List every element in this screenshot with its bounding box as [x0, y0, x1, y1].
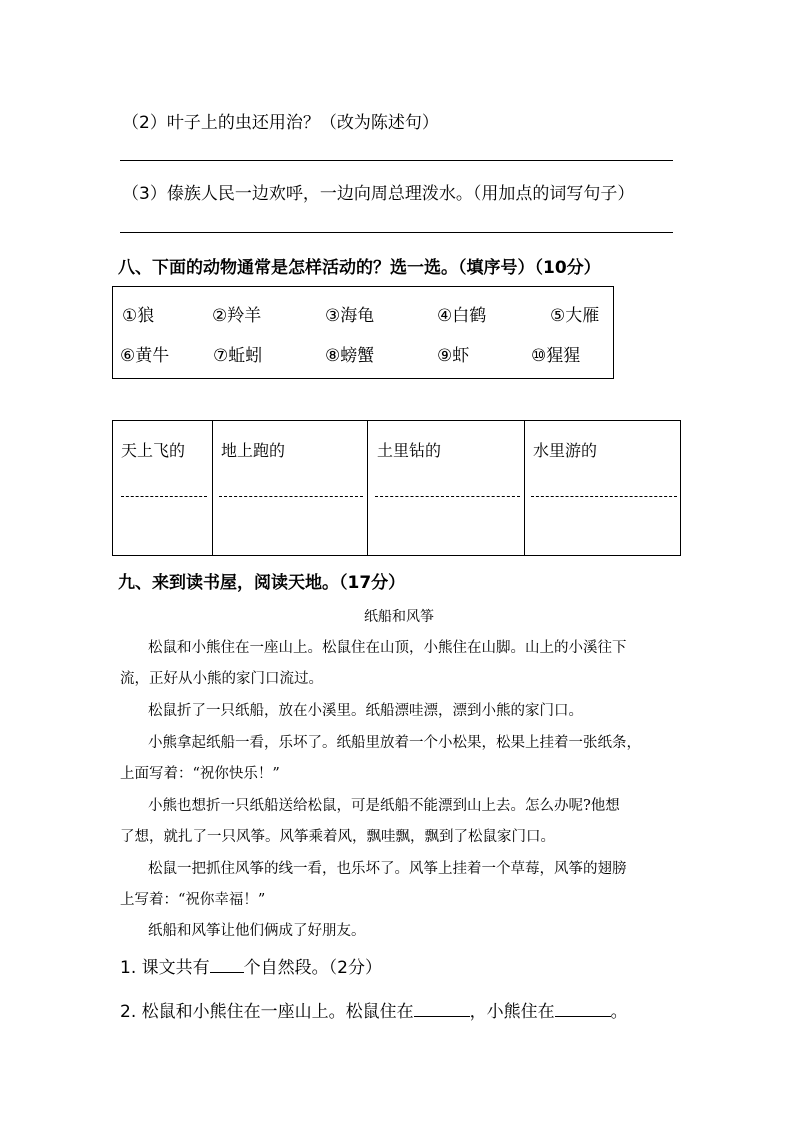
option-wild-goose: ⑤大雁: [550, 306, 600, 326]
option-yellow-cattle: ⑥黄牛: [120, 346, 170, 366]
story-paragraph-2: 松鼠折了一只纸船，放在小溪里。纸船漂哇漂，漂到小熊的家门口。: [148, 703, 583, 719]
option-earthworm: ⑦蚯蚓: [213, 346, 263, 366]
question-3-sentence: （3）傣族人民一边欢呼，一边向周总理泼水。（用加点的词写句子）: [122, 184, 635, 204]
header-sky-flying: 天上飞的: [121, 441, 186, 460]
story-paragraph-6: 纸船和风筝让他们俩成了好朋友。: [148, 923, 366, 939]
story-paragraph-3-line-2: 上面写着：“祝你快乐！”: [120, 766, 280, 782]
header-water-swimming: 水里游的: [533, 441, 598, 460]
answer-blank-bear-home[interactable]: [555, 1002, 611, 1017]
story-paragraph-1-line-2: 流，正好从小熊的家门口流过。: [120, 671, 323, 687]
question-text-before: 课文共有: [141, 958, 210, 978]
story-paragraph-4-line-1: 小熊也想折一只纸船送给松鼠，可是纸船不能漂到山上去。怎么办呢?他想: [148, 798, 620, 814]
section-9-title: 九、来到读书屋，阅读天地。（17分）: [118, 573, 406, 593]
answer-blank-squirrel-home[interactable]: [414, 1002, 470, 1017]
question-2-rewrite: （2）叶子上的虫还用治？（改为陈述句）: [122, 113, 439, 133]
answer-blank-paragraph-count[interactable]: [210, 958, 244, 973]
story-paragraph-4-line-2: 了想，就扎了一只风筝。风筝乘着风，飘哇飘，飘到了松鼠家门口。: [120, 829, 555, 845]
header-ground-running: 地上跑的: [221, 441, 286, 460]
reading-question-2: [120, 997, 628, 1022]
question-text-mid: ，小熊住在: [469, 1002, 555, 1022]
option-antelope: ②羚羊: [212, 306, 262, 326]
classification-table: [112, 420, 681, 556]
answer-line-q2[interactable]: [120, 160, 673, 161]
option-sea-turtle: ③海龟: [325, 306, 375, 326]
story-paragraph-5-line-1: 松鼠一把抓住风筝的线一看，也乐坏了。风筝上挂着一个草莓，风筝的翅膀: [148, 861, 627, 877]
option-wolf: ①狼: [122, 306, 155, 326]
option-crab: ⑧螃蟹: [325, 346, 375, 366]
answer-blank-soil[interactable]: [375, 496, 520, 497]
story-title: 纸船和风筝: [364, 609, 434, 625]
answer-blank-water[interactable]: [531, 496, 677, 497]
section-8-title: 八、下面的动物通常是怎样活动的？选一选。（填序号）（10分）: [118, 258, 601, 278]
story-paragraph-1-line-1: 松鼠和小熊住在一座山上。松鼠住在山顶，小熊住在山脚。山上的小溪往下: [148, 640, 627, 656]
answer-blank-sky[interactable]: [121, 496, 207, 497]
question-number: 1.: [120, 958, 137, 978]
question-text-before: 松鼠和小熊住在一座山上。松鼠住在: [141, 1002, 414, 1022]
option-gorilla: ⑩猩猩: [531, 346, 581, 366]
option-white-crane: ④白鹤: [437, 306, 487, 326]
question-number: 2.: [120, 1002, 137, 1022]
reading-question-1: [120, 953, 382, 978]
story-paragraph-5-line-2: 上写着：“祝你幸福！”: [120, 892, 266, 908]
option-shrimp: ⑨虾: [437, 346, 470, 366]
animal-options-box: [112, 286, 614, 379]
question-text-after: 。: [610, 1002, 628, 1022]
story-paragraph-3-line-1: 小熊拿起纸船一看，乐坏了。纸船里放着一个小松果，松果上挂着一张纸条，: [148, 735, 641, 751]
answer-blank-ground[interactable]: [219, 496, 363, 497]
question-text-after: 个自然段。（2分）: [243, 958, 382, 978]
answer-line-q3[interactable]: [120, 232, 673, 233]
header-soil-burrowing: 土里钻的: [377, 441, 442, 460]
